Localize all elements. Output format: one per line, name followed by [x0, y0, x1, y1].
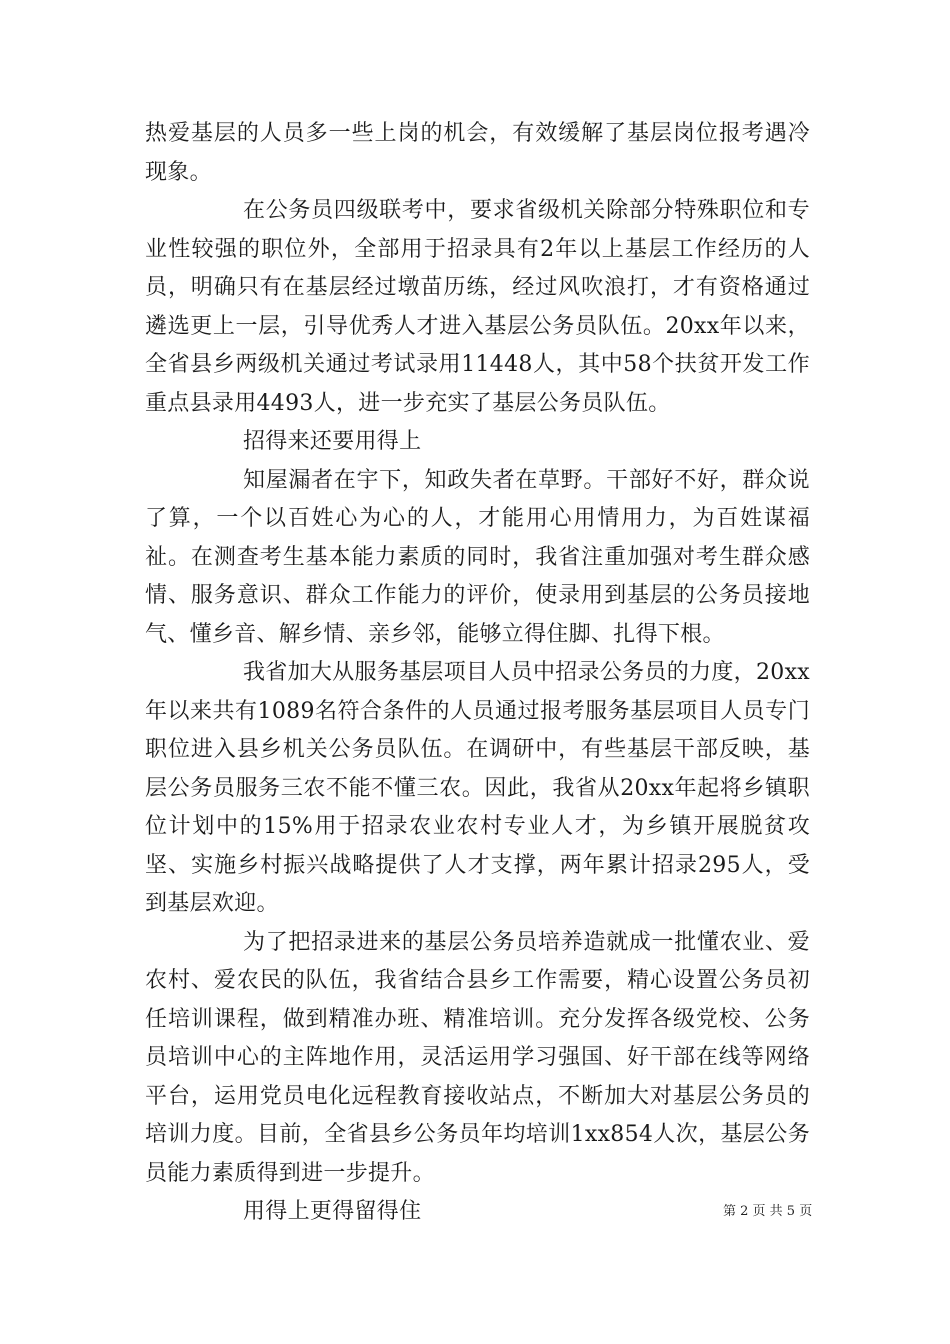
paragraph-4: 我省加大从服务基层项目人员中招录公务员的力度，20xx年以来共有1089名符合条件的人员通过报考服务基层项目人员专门职位进入县乡机关公务员队伍。在调研中，有些基层干部反映，基层公务员服务三农不能不懂三农。因此，我省从20xx年起将乡镇职位计划中的15%用于招录农业农村专业人才，为乡镇开展脱贫攻坚、实施乡村振兴战略提供了人才支撑，两年累计招录295人，受到基层欢迎。	[145, 660, 810, 916]
section-heading-1: 招得来还要用得上	[243, 429, 422, 454]
paragraph-2: 在公务员四级联考中，要求省级机关除部分特殊职位和专业性较强的职位外，全部用于招录具有2年以上基层工作经历的人员，明确只有在基层经过墩苗历练，经过风吹浪打，才有资格通过遴选更上一层，引导优秀人才进入基层公务员队伍。20xx年以来，全省县乡两级机关通过考试录用11448人，其中58个扶贫开发工作重点县录用4493人，进一步充实了基层公务员队伍。	[145, 198, 810, 416]
paragraph-1: 热爱基层的人员多一些上岗的机会，有效缓解了基层岗位报考遇冷现象。	[145, 121, 810, 185]
document-body	[145, 115, 813, 1232]
page-number: 第 2 页 共 5 页	[723, 1204, 813, 1219]
section-heading-2: 用得上更得留得住	[243, 1199, 422, 1224]
paragraph-3: 知屋漏者在宇下，知政失者在草野。干部好不好，群众说了算，一个以百姓心为心的人，才能用心用情用力，为百姓谋福祉。在测查考生基本能力素质的同时，我省注重加强对考生群众感情、服务意识、群众工作能力的评价，使录用到基层的公务员接地气、懂乡音、解乡情、亲乡邻，能够立得住脚、扎得下根。	[145, 467, 810, 647]
paragraph-5: 为了把招录进来的基层公务员培养造就成一批懂农业、爱农村、爱农民的队伍，我省结合县乡工作需要，精心设置公务员初任培训课程，做到精准办班、精准培训。充分发挥各级党校、公务员培训中心的主阵地作用，灵活运用学习强国、好干部在线等网络平台，运用党员电化远程教育接收站点，不断加大对基层公务员的培训力度。目前，全省县乡公务员年均培训1xx854人次，基层公务员能力素质得到进一步提升。	[145, 929, 810, 1186]
